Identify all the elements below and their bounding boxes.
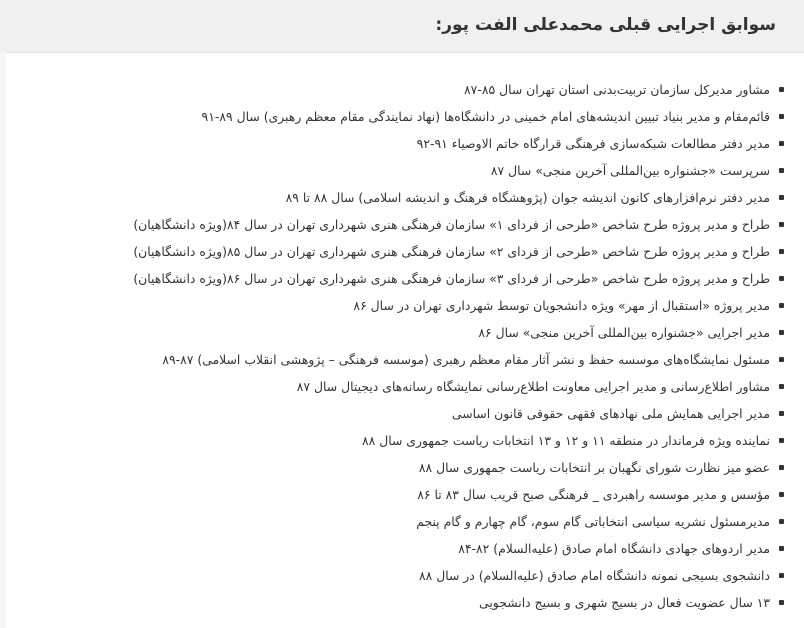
list-item-text: مدیر پروژه «استقبال از مهر» ویژه دانشجویان توسط شهرداری تهران در سال ۸۶ — [353, 298, 770, 313]
bullet-icon — [779, 276, 784, 281]
bullet-icon — [779, 411, 784, 416]
list-item — [0, 130, 804, 157]
list-item-text: مدیر دفتر نرم‌افزارهای کانون اندیشه جوان (پژوهشگاه فرهنگ و اندیشه اسلامی) سال ۸۸ تا ۸۹ — [285, 190, 770, 205]
list-item — [0, 211, 804, 238]
bullet-icon — [779, 114, 784, 119]
bullet-icon — [779, 546, 784, 551]
list-item-text: مؤسس و مدیر موسسه راهبردی _ فرهنگی صبح قریب سال ۸۳ تا ۸۶ — [417, 487, 770, 502]
bullet-icon — [779, 222, 784, 227]
list-item-text: مدیر اردوهای جهادی دانشگاه امام صادق (علیه‌السلام) ۸۲-۸۴ — [458, 541, 770, 556]
list-item — [0, 508, 804, 535]
list-item-text: طراح و مدیر پروژه طرح شاخص «طرحی از فردای ۱» سازمان فرهنگی هنری شهرداری تهران در سال ۸۴(ویژه دانشگاهیان) — [133, 217, 770, 232]
list-item — [0, 481, 804, 508]
page-title: سوابق اجرایی قبلی محمدعلی الفت پور: — [435, 15, 776, 35]
list-item — [0, 400, 804, 427]
list-item — [0, 265, 804, 292]
bullet-icon — [779, 438, 784, 443]
list-item-text: مدیرمسئول نشریه سیاسی انتخاباتی گام سوم، گام چهارم و گام پنجم — [416, 514, 770, 529]
bullet-icon — [779, 492, 784, 497]
bullet-icon — [779, 465, 784, 470]
header-bar — [0, 0, 804, 53]
list-item-text: مدیر اجرایی «جشنواره بین‌المللی آخرین منجی» سال ۸۶ — [478, 325, 770, 340]
list-item-text: طراح و مدیر پروژه طرح شاخص «طرحی از فردای ۲» سازمان فرهنگی هنری شهرداری تهران در سال ۸۵(ویژه دانشگاهیان) — [133, 244, 770, 259]
bullet-icon — [779, 168, 784, 173]
list-item-text: مدیر دفتر مطالعات شبکه‌سازی فرهنگی قرارگاه خاتم الاوصیاء ۹۱-۹۲ — [416, 136, 770, 151]
list-item — [0, 427, 804, 454]
bullet-icon — [779, 357, 784, 362]
list-item — [0, 454, 804, 481]
list-item-text: قائم‌مقام و مدیر بنیاد تبیین اندیشه‌های امام خمینی در دانشگاه‌ها (نهاد نمایندگی مقام معظم رهبری) سال ۸۹-۹۱ — [201, 109, 770, 124]
list-item — [0, 373, 804, 400]
list-item — [0, 319, 804, 346]
list-item-text: مسئول نمایشگاه‌های موسسه حفظ و نشر آثار مقام معظم رهبری (موسسه فرهنگی – پژوهشی انقلاب اسلامی) ۸۷-۸۹ — [162, 352, 770, 367]
bullet-icon — [779, 195, 784, 200]
list-item — [0, 292, 804, 319]
list-item — [0, 562, 804, 589]
list-item-text: مشاور مدیرکل سازمان تربیت‌بدنی استان تهران سال ۸۵-۸۷ — [464, 82, 770, 97]
list-item — [0, 535, 804, 562]
list-item — [0, 589, 804, 616]
bullet-icon — [779, 249, 784, 254]
bullet-icon — [779, 141, 784, 146]
record-list — [0, 76, 804, 616]
list-item-text: طراح و مدیر پروژه طرح شاخص «طرحی از فردای ۳» سازمان فرهنگی هنری شهرداری تهران در سال ۸۶(ویژه دانشگاهیان) — [133, 271, 770, 286]
list-item-text: نماینده ویژه فرماندار در منطقه ۱۱ و ۱۲ و ۱۳ انتخابات ریاست جمهوری سال ۸۸ — [361, 433, 770, 448]
bullet-icon — [779, 303, 784, 308]
list-item-text: سرپرست «جشنواره بین‌المللی آخرین منجی» سال ۸۷ — [490, 163, 770, 178]
list-item — [0, 346, 804, 373]
list-item-text: دانشجوی بسیجی نمونه دانشگاه امام صادق (علیه‌السلام) در سال ۸۸ — [418, 568, 770, 583]
list-item-text: مشاور اطلاع‌رسانی و مدیر اجرایی معاونت اطلاع‌رسانی نمایشگاه رسانه‌های دیجیتال سال ۸۷ — [296, 379, 770, 394]
list-item-text: ۱۳ سال عضویت فعال در بسیج شهری و بسیج دانشجویی — [479, 595, 770, 610]
bullet-icon — [779, 87, 784, 92]
list-item — [0, 103, 804, 130]
bullet-icon — [779, 600, 784, 605]
list-item-text: عضو میز نظارت شورای نگهبان بر انتخابات ریاست جمهوری سال ۸۸ — [418, 460, 770, 475]
list-item — [0, 184, 804, 211]
list-item — [0, 157, 804, 184]
bullet-icon — [779, 519, 784, 524]
bullet-icon — [779, 330, 784, 335]
list-item-text: مدیر اجرایی همایش ملی نهادهای فقهی حقوقی قانون اساسی — [451, 406, 770, 421]
list-item — [0, 76, 804, 103]
list-item — [0, 238, 804, 265]
bullet-icon — [779, 573, 784, 578]
bullet-icon — [779, 384, 784, 389]
